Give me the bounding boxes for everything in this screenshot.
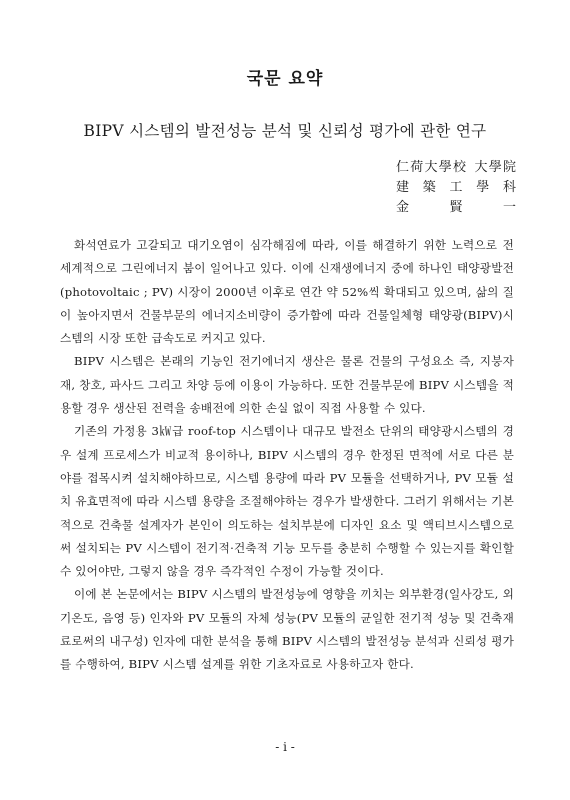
abstract-paragraph: 기존의 가정용 3㎾급 roof-top 시스템이나 대규모 발전소 단위의 태양광시스템의 경우 설계 프로세스가 비교적 용이하나, BIPV 시스템의 경우 한정된 면적에 서로 다른 분야를 접목시켜 설치해야하므로, 시스템 용량에 따라 PV 모듈을 선택하거나, PV 모듈 설치 유효면적에 따라 시스템 용량을 조절해야하는 경우가 발생한다. 그러기 위해서는 기본적으로 건축물 설계자가 본인이 의도하는 설치부분에 디자인 요소 및 액티브시스템으로써 설치되는 PV 시스템이 전기적·건축적 기능 모두를 충분히 수행할 수 있는지를 확인할 수 있어야만, 그렇지 않을 경우 즉각적인 수정이 가능할 것이다. — [60, 424, 514, 579]
university-char: 學 — [488, 160, 502, 175]
university-char: 學 — [438, 160, 452, 175]
author-name-char: 賢 — [449, 200, 463, 215]
university-char: 仁 — [396, 160, 410, 175]
abstract-body — [60, 234, 514, 677]
author-name-char: 金 — [396, 200, 410, 215]
department-char: 工 — [449, 180, 463, 195]
university-char: 校 — [453, 160, 467, 175]
author-name-line — [396, 198, 516, 218]
page-number: - i - — [275, 740, 295, 754]
abstract-paragraph: 화석연료가 고갈되고 대기오염이 심각해짐에 따라, 이를 해결하기 위한 노력으로 전 세계적으로 그린에너지 붐이 일어나고 있다. 이에 신재생에너지 중에 하나인 태양광발전(photovoltaic ; PV) 시장이 2000년 이후로 연간 약 52%씩 확대되고 있으며, 삶의 질이 높아지면서 건물부문의 에너지소비량이 증가함에 따라 건물일체형 태양광(BIPV)시스템의 시장 또한 급속도로 커지고 있다. — [60, 238, 514, 346]
department-line — [396, 178, 516, 198]
university-line — [396, 158, 516, 178]
abstract-paragraph: 이에 본 논문에서는 BIPV 시스템의 발전성능에 영향을 끼치는 외부환경(일사강도, 외기온도, 음영 등) 인자와 PV 모듈의 자체 성능(PV 모듈의 균일한 전기적 성능 및 건축재료로써의 내구성) 인자에 대한 분석을 통해 BIPV 시스템의 발전성능 분석과 신뢰성 평가를 수행하여, BIPV 시스템 설계를 위한 기초자료로 사용하고자 한다. — [60, 587, 514, 672]
university-char: 大 — [474, 160, 488, 175]
abstract-paragraph: BIPV 시스템은 본래의 기능인 전기에너지 생산은 물론 건물의 구성요소 즉, 지붕자재, 창호, 파사드 그리고 차양 등에 이용이 가능하다. 또한 건물부문에 BIPV 시스템을 적용할 경우 생산된 전력을 송배전에 의한 손실 없이 직접 사용할 수 있다. — [60, 354, 514, 416]
department-char: 築 — [422, 180, 436, 195]
university-char: 院 — [502, 160, 516, 175]
author-block — [396, 158, 516, 218]
university-char — [467, 158, 473, 178]
department-char: 建 — [396, 180, 410, 195]
department-char: 學 — [476, 180, 490, 195]
university-char: 大 — [424, 160, 438, 175]
university-char: 荷 — [410, 160, 424, 175]
abstract-heading: 국문 요약 — [246, 69, 324, 89]
thesis-title: BIPV 시스템의 발전성능 분석 및 신뢰성 평가에 관한 연구 — [83, 122, 487, 140]
department-char: 科 — [502, 180, 516, 195]
author-name-char: 一 — [502, 200, 516, 215]
